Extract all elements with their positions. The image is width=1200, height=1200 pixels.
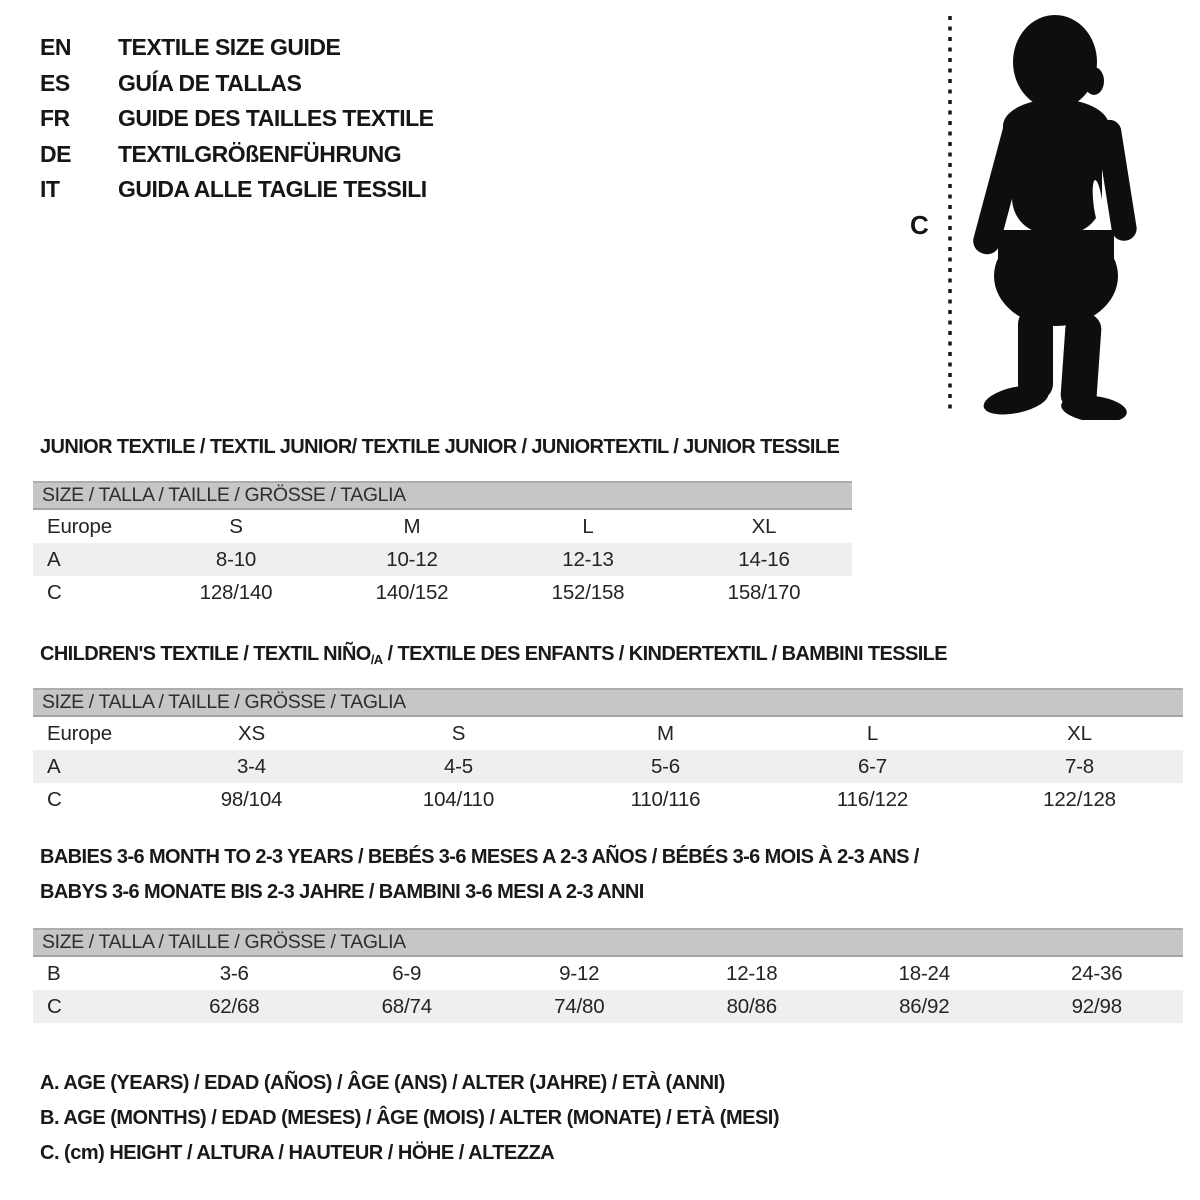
table-cell: 158/170 [727,580,801,604]
table-cell: 9-12 [559,961,600,985]
table-cell: XL [751,514,777,538]
table-cell: 12-13 [562,547,614,571]
row-label: C [47,580,62,604]
children-heading-subscript: /A [370,652,383,667]
row-label: C [47,994,62,1018]
babies-size-table [33,928,1183,1023]
table-cell: 62/68 [209,994,260,1018]
table-cell: 152/158 [551,580,625,604]
table-cell: 140/152 [375,580,449,604]
table-cell: 10-12 [386,547,438,571]
table-cell: 14-16 [738,547,790,571]
table-cell: 80/86 [726,994,777,1018]
language-code: DE [40,140,71,167]
language-code: FR [40,105,70,132]
table-cell: 6-7 [857,754,888,778]
table-row [33,783,1183,816]
table-cell: 86/92 [899,994,950,1018]
language-label: GUÍA DE TALLAS [118,69,302,96]
children-section-heading [40,643,947,667]
junior-section-heading: JUNIOR TEXTILE / TEXTIL JUNIOR/ TEXTILE JUNIOR / JUNIORTEXTIL / JUNIOR TESSILE [40,436,840,458]
table-cell: L [582,514,594,538]
table-cell: 3-6 [219,961,249,985]
legend-line-a: A. AGE (YEARS) / EDAD (AÑOS) / ÂGE (ANS) / ALTER (JAHRE) / ETÀ (ANNI) [40,1072,725,1094]
babies-section-heading-line2: BABYS 3-6 MONATE BIS 2-3 JAHRE / BAMBINI 3-6 MESI A 2-3 ANNI [40,881,644,903]
language-guide [40,30,434,208]
table-cell: 92/98 [1071,994,1122,1018]
language-row [40,172,434,208]
table-row [33,510,852,543]
table-cell: M [403,514,421,538]
table-cell: 128/140 [199,580,273,604]
table-row [33,717,1183,750]
size-header-bar: SIZE / TALLA / TAILLE / GRÖSSE / TAGLIA [33,928,1183,957]
table-row [33,576,852,609]
language-row [40,137,434,173]
table-cell: 4-5 [443,754,474,778]
table-cell: 3-4 [236,754,267,778]
language-code: ES [40,69,70,96]
language-label: TEXTILE SIZE GUIDE [118,34,341,61]
toddler-silhouette [898,8,1160,420]
table-row [33,543,852,576]
table-row [33,957,1183,990]
measure-label-c: C [910,210,929,240]
row-label: B [47,961,61,985]
table-cell: 12-18 [726,961,778,985]
junior-size-table [33,481,852,609]
language-label: TEXTILGRÖßENFÜHRUNG [118,140,402,167]
table-cell: XL [1067,721,1092,745]
table-cell: L [866,721,879,745]
table-cell: M [657,721,674,745]
language-label: GUIDA ALLE TAGLIE TESSILI [118,176,427,203]
language-label: GUIDE DES TAILLES TEXTILE [118,105,434,132]
language-row [40,30,434,66]
size-header-bar: SIZE / TALLA / TAILLE / GRÖSSE / TAGLIA [33,481,852,510]
table-cell: 122/128 [1043,787,1116,811]
table-row [33,750,1183,783]
size-header-bar: SIZE / TALLA / TAILLE / GRÖSSE / TAGLIA [33,688,1183,717]
row-label: A [47,547,61,571]
children-size-table [33,688,1183,816]
table-cell: 8-10 [215,547,257,571]
row-label: A [47,754,61,778]
table-cell: 116/122 [836,787,909,811]
row-label: C [47,787,62,811]
babies-section-heading-line1: BABIES 3-6 MONTH TO 2-3 YEARS / BEBÉS 3-6 MESES A 2-3 AÑOS / BÉBÉS 3-6 MOIS À 2-3 ANS / [40,846,919,868]
table-row [33,990,1183,1023]
table-cell: 24-36 [1071,961,1123,985]
table-cell: S [451,721,466,745]
table-cell: 110/116 [630,787,701,811]
language-row [40,66,434,102]
language-code: IT [40,176,60,203]
table-cell: 68/74 [381,994,432,1018]
children-heading-text: / TEXTILE DES ENFANTS / KINDERTEXTIL / BAMBINI TESSILE [382,643,948,665]
language-row [40,101,434,137]
legend-line-c: C. (cm) HEIGHT / ALTURA / HAUTEUR / HÖHE / ALTEZZA [40,1142,555,1164]
table-cell: S [229,514,243,538]
table-cell: 98/104 [220,787,283,811]
language-code: EN [40,34,71,61]
children-heading-text: CHILDREN'S TEXTILE / TEXTIL NIÑO [40,643,371,665]
table-cell: 5-6 [650,754,681,778]
table-cell: 7-8 [1064,754,1095,778]
row-label: Europe [47,721,112,745]
table-cell: 104/110 [422,787,495,811]
table-cell: 74/80 [554,994,605,1018]
legend-line-b: B. AGE (MONTHS) / EDAD (MESES) / ÂGE (MOIS) / ALTER (MONATE) / ETÀ (MESI) [40,1107,780,1129]
row-label: Europe [47,514,112,538]
measure-legend [40,1072,779,1177]
table-cell: 18-24 [898,961,950,985]
table-cell: 6-9 [392,961,422,985]
table-cell: XS [238,721,265,745]
